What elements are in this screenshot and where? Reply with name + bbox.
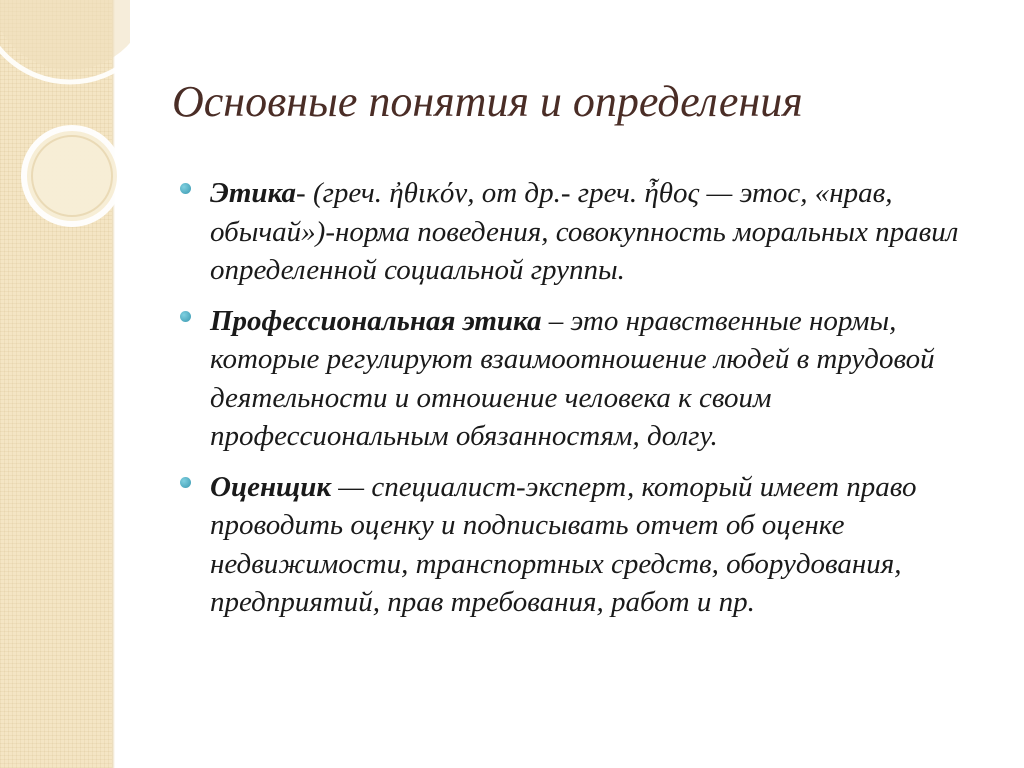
bullet-icon: [180, 311, 191, 322]
definitions-list: [176, 174, 996, 634]
bullet-icon: [180, 183, 191, 194]
definition-body: - (греч. ἠθικόν, от др.- греч. ἦθος — этос, «нрав, обычай»)-норма поведения, совокупность моральных правил определенной социальной группы.: [210, 177, 959, 286]
definition-text: [210, 302, 996, 456]
slide-title: Основные понятия и определения: [172, 77, 803, 126]
decorative-rings: [0, 0, 130, 260]
definition-term: Профессиональная этика: [210, 304, 542, 337]
bullet-icon: [180, 477, 191, 488]
definition-body: – это нравственные нормы, которые регулируют взаимоотношение людей в трудовой деятельности и отношение человека к своим профессиональным обязанностям, долгу.: [210, 304, 935, 452]
definition-term: Оценщик: [210, 470, 332, 503]
definition-item-ethics: [176, 174, 996, 290]
definition-text: [210, 174, 996, 290]
definition-text: [210, 468, 996, 622]
definition-body: — специалист-эксперт, который имеет право проводить оценку и подписывать отчет об оценке недвижимости, транспортных средств, оборудования, предприятий, прав требования, работ и пр.: [210, 470, 917, 618]
definition-term: Этика: [210, 177, 297, 209]
definition-item-professional-ethics: [176, 302, 996, 456]
definition-item-appraiser: [176, 468, 996, 622]
